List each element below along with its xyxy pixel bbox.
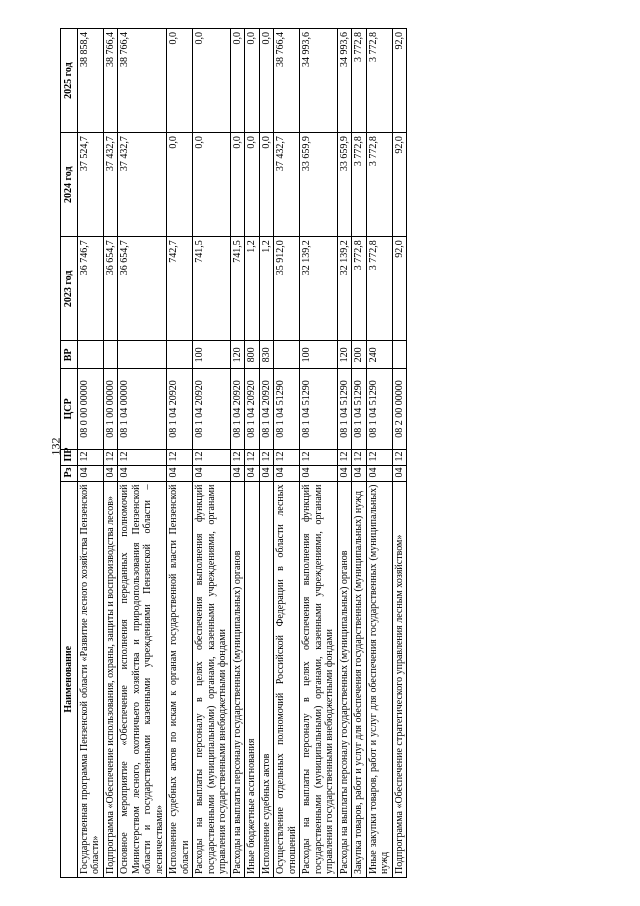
cell-rz: 04 — [300, 465, 338, 481]
table-row — [259, 29, 274, 878]
cell-y2025: 0,0 — [167, 29, 193, 133]
cell-y2023: 742,7 — [167, 237, 193, 341]
cell-name: Основное мероприятие «Обеспечение исполнения переданных полномочий Министерством лесного, охотничьего хозяйства и природопользования Пензенской области и государственными казенными учреждениями Пензенской области – лесничествами» — [118, 481, 167, 877]
cell-rz: 04 — [193, 465, 231, 481]
cell-rz: 04 — [230, 465, 245, 481]
cell-vr: 100 — [193, 341, 231, 369]
cell-vr: 800 — [245, 341, 260, 369]
cell-pr: 12 — [167, 449, 193, 465]
cell-vr — [167, 341, 193, 369]
cell-y2023: 92,0 — [392, 237, 407, 341]
table-row — [392, 29, 407, 878]
cell-name: Расходы на выплаты персоналу государственных (муниципальных) органов — [230, 481, 245, 877]
table-row — [300, 29, 338, 878]
cell-y2025: 0,0 — [259, 29, 274, 133]
cell-csr: 08 1 04 20920 — [193, 369, 231, 449]
cell-y2024: 92,0 — [392, 133, 407, 237]
cell-y2025: 34 993,6 — [300, 29, 338, 133]
page-number: 132 — [48, 437, 63, 456]
cell-csr: 08 1 04 00000 — [118, 369, 167, 449]
cell-pr: 12 — [352, 449, 367, 465]
cell-y2023: 3 772,8 — [352, 237, 367, 341]
cell-rz: 04 — [167, 465, 193, 481]
cell-pr: 12 — [193, 449, 231, 465]
cell-pr: 12 — [103, 449, 118, 465]
cell-name: Закупка товаров, работ и услуг для обеспечения государственных (муниципальных) нужд — [352, 481, 367, 877]
header-2024: 2024 год — [61, 133, 78, 237]
cell-y2024: 3 772,8 — [366, 133, 392, 237]
cell-y2025: 38 766,4 — [274, 29, 300, 133]
table-body — [77, 29, 407, 878]
table-row — [245, 29, 260, 878]
cell-y2025: 38 766,4 — [103, 29, 118, 133]
cell-pr: 12 — [230, 449, 245, 465]
cell-y2023: 32 139,2 — [337, 237, 352, 341]
cell-vr — [77, 341, 103, 369]
cell-csr: 08 0 00 00000 — [77, 369, 103, 449]
table-row — [352, 29, 367, 878]
cell-y2025: 0,0 — [193, 29, 231, 133]
cell-y2023: 1,2 — [245, 237, 260, 341]
cell-y2024: 0,0 — [245, 133, 260, 237]
cell-pr: 12 — [392, 449, 407, 465]
cell-csr: 08 1 04 51290 — [352, 369, 367, 449]
cell-y2024: 37 524,7 — [77, 133, 103, 237]
cell-rz: 04 — [259, 465, 274, 481]
cell-name: Подпрограмма «Обеспечение использования, охраны, защиты и воспроизводства лесов» — [103, 481, 118, 877]
cell-name: Осуществление отдельных полномочий Российской Федерации в области лесных отношений — [274, 481, 300, 877]
cell-vr: 240 — [366, 341, 392, 369]
cell-y2023: 741,5 — [230, 237, 245, 341]
cell-name: Иные бюджетные ассигнования — [245, 481, 260, 877]
cell-y2024: 0,0 — [230, 133, 245, 237]
cell-vr: 120 — [337, 341, 352, 369]
table-row — [337, 29, 352, 878]
table-row — [167, 29, 193, 878]
cell-y2025: 3 772,8 — [352, 29, 367, 133]
cell-y2024: 37 432,7 — [118, 133, 167, 237]
cell-y2025: 34 993,6 — [337, 29, 352, 133]
cell-y2024: 33 659,9 — [337, 133, 352, 237]
cell-name: Расходы на выплаты персоналу государственных (муниципальных) органов — [337, 481, 352, 877]
cell-name: Подпрограмма «Обеспечение стратегического управления лесным хозяйством» — [392, 481, 407, 877]
cell-y2025: 38 858,4 — [77, 29, 103, 133]
cell-vr — [392, 341, 407, 369]
cell-y2024: 33 659,9 — [300, 133, 338, 237]
cell-y2023: 1,2 — [259, 237, 274, 341]
table-header-row — [61, 29, 78, 878]
table-row — [77, 29, 103, 878]
cell-y2024: 0,0 — [167, 133, 193, 237]
cell-pr: 12 — [245, 449, 260, 465]
table-row — [230, 29, 245, 878]
cell-rz: 04 — [352, 465, 367, 481]
cell-vr: 200 — [352, 341, 367, 369]
table-row — [274, 29, 300, 878]
header-name: Наименование — [61, 481, 78, 877]
cell-csr: 08 1 04 51290 — [300, 369, 338, 449]
cell-y2025: 0,0 — [245, 29, 260, 133]
cell-y2024: 0,0 — [193, 133, 231, 237]
table-row — [118, 29, 167, 878]
cell-pr: 12 — [118, 449, 167, 465]
budget-table — [60, 28, 407, 878]
cell-y2025: 0,0 — [230, 29, 245, 133]
cell-vr — [274, 341, 300, 369]
cell-csr: 08 1 00 00000 — [103, 369, 118, 449]
header-2023: 2023 год — [61, 237, 78, 341]
cell-rz: 04 — [245, 465, 260, 481]
cell-csr: 08 1 04 51290 — [337, 369, 352, 449]
cell-rz: 04 — [103, 465, 118, 481]
cell-vr — [118, 341, 167, 369]
table-row — [103, 29, 118, 878]
cell-name: Иные закупки товаров, работ и услуг для обеспечения государственных (муниципальных) нужд — [366, 481, 392, 877]
cell-name: Расходы на выплаты персоналу в целях обеспечения выполнения функций государственными (муниципальными) органами, казенными учреждениями, органами управления государственными внебюджетными фондами — [193, 481, 231, 877]
table-row — [193, 29, 231, 878]
header-2025: 2025 год — [61, 29, 78, 133]
cell-rz: 04 — [77, 465, 103, 481]
cell-y2023: 32 139,2 — [300, 237, 338, 341]
cell-y2023: 741,5 — [193, 237, 231, 341]
cell-y2025: 3 772,8 — [366, 29, 392, 133]
cell-pr: 12 — [259, 449, 274, 465]
cell-vr: 120 — [230, 341, 245, 369]
cell-y2025: 92,0 — [392, 29, 407, 133]
cell-rz: 04 — [337, 465, 352, 481]
cell-y2024: 0,0 — [259, 133, 274, 237]
cell-pr: 12 — [337, 449, 352, 465]
cell-vr: 830 — [259, 341, 274, 369]
header-vr: ВР — [61, 341, 78, 369]
cell-rz: 04 — [118, 465, 167, 481]
cell-csr: 08 1 04 20920 — [259, 369, 274, 449]
cell-y2023: 35 912,0 — [274, 237, 300, 341]
header-rz: Рз — [61, 465, 78, 481]
header-csr: ЦСР — [61, 369, 78, 449]
cell-csr: 08 1 04 20920 — [167, 369, 193, 449]
cell-y2025: 38 766,4 — [118, 29, 167, 133]
cell-pr: 12 — [300, 449, 338, 465]
rotated-page-content — [60, 28, 580, 878]
cell-rz: 04 — [392, 465, 407, 481]
cell-rz: 04 — [366, 465, 392, 481]
cell-y2023: 36 654,7 — [118, 237, 167, 341]
cell-vr: 100 — [300, 341, 338, 369]
cell-name: Исполнение судебных актов по искам к органам государственной власти Пензенской области — [167, 481, 193, 877]
cell-name: Расходы на выплаты персоналу в целях обеспечения выполнения функций государственными (муниципальными) органами, казенными учреждениями, органами управления государственными внебюджетными фондами — [300, 481, 338, 877]
cell-pr: 12 — [77, 449, 103, 465]
cell-y2024: 37 432,7 — [103, 133, 118, 237]
cell-name: Исполнение судебных актов — [259, 481, 274, 877]
cell-csr: 08 1 04 20920 — [245, 369, 260, 449]
cell-csr: 08 2 00 00000 — [392, 369, 407, 449]
cell-csr: 08 1 04 51290 — [366, 369, 392, 449]
cell-pr: 12 — [366, 449, 392, 465]
cell-y2024: 37 432,7 — [274, 133, 300, 237]
header-pr: ПР — [61, 449, 78, 465]
cell-y2024: 3 772,8 — [352, 133, 367, 237]
table-row — [366, 29, 392, 878]
cell-csr: 08 1 04 51290 — [274, 369, 300, 449]
cell-y2023: 3 772,8 — [366, 237, 392, 341]
cell-rz: 04 — [274, 465, 300, 481]
cell-vr — [103, 341, 118, 369]
cell-y2023: 36 746,7 — [77, 237, 103, 341]
cell-name: Государственная программа Пензенской области «Развитие лесного хозяйства Пензенской области» — [77, 481, 103, 877]
cell-csr: 08 1 04 20920 — [230, 369, 245, 449]
cell-pr: 12 — [274, 449, 300, 465]
cell-y2023: 36 654,7 — [103, 237, 118, 341]
